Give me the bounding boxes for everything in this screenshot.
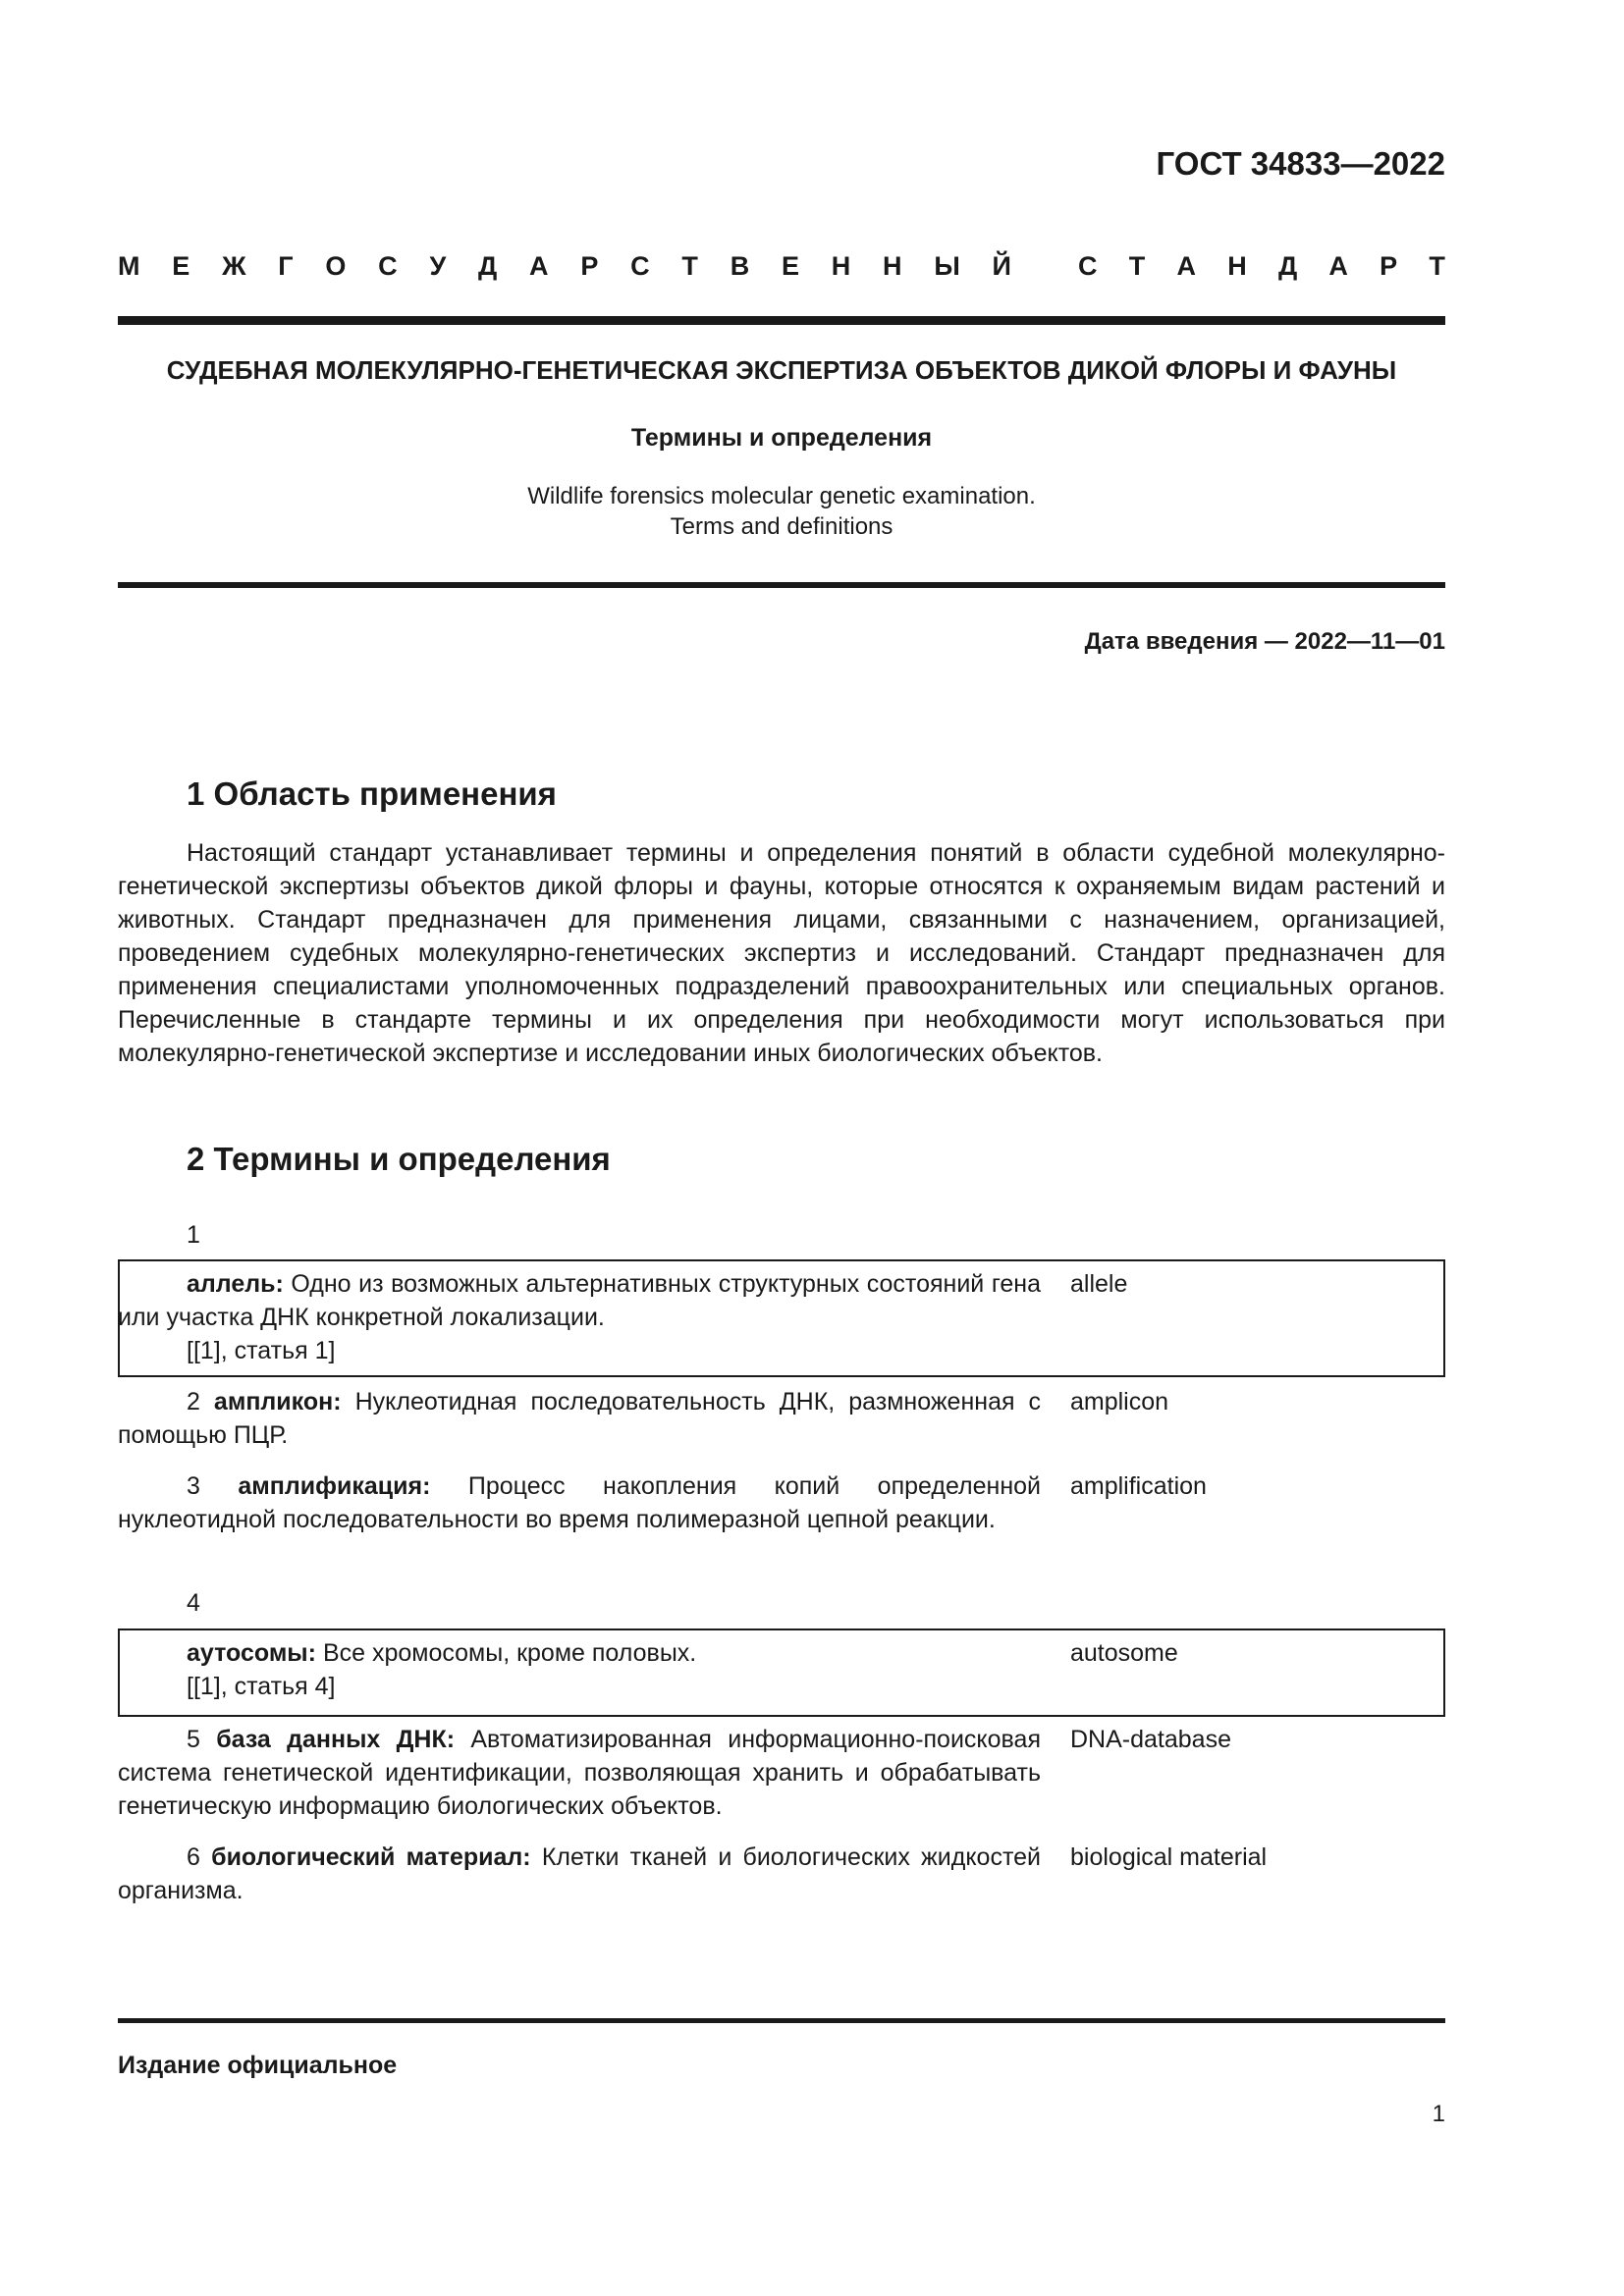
- standard-type: [118, 251, 1445, 291]
- letter: А: [1328, 251, 1348, 281]
- introduction-date: Дата введения — 2022—11—01: [1084, 628, 1445, 655]
- term-definition: Процесс накопления копий определенной нуклеотидной последовательности во время полимеразной цепной реакции.: [118, 1472, 1042, 1533]
- term-definition: Автоматизированная информационно-поисковая система генетической идентификации, позволяющая хранить и обрабатывать генетическую информацию биологических объектов.: [118, 1726, 1041, 1820]
- term-source: [[1], статья 1]: [187, 1337, 336, 1364]
- term-name: база данных ДНК:: [216, 1726, 456, 1753]
- term-english: DNA-database: [1070, 1726, 1231, 1753]
- term-english: allele: [1070, 1270, 1128, 1298]
- letter: Г: [278, 251, 294, 281]
- letter: У: [429, 251, 447, 281]
- document-page: [118, 0, 1445, 2296]
- letter: Н: [831, 251, 851, 281]
- term-definition-block: [118, 1469, 1041, 1536]
- letter: Н: [1227, 251, 1247, 281]
- letter: Е: [172, 251, 190, 281]
- section1-heading: 1 Область применения: [187, 775, 557, 812]
- term-number: 1: [187, 1221, 200, 1249]
- term-name: биологический материал:: [211, 1843, 531, 1871]
- scope-paragraph: Настоящий стандарт устанавливает термины и определения понятий в области судебной молекулярно-генетической экспертизы объектов дикой флоры и фауны, которые относятся к охраняемым видам растений и животных. Стандарт предназначен для применения лицами, связанными с назначением, организацией, проведением судебных молекулярно-генетических экспертиз и исследований. Стандарт предназначен для применения специалистами уполномоченных подразделений правоохранительных или специальных органов. Перечисленные в стандарте термины и их определения при необходимости могут использоваться при молекулярно-генетической экспертизе и исследовании иных биологических объектов.: [118, 839, 1445, 1067]
- term-definition-block: [118, 1723, 1041, 1823]
- page-number: 1: [1432, 2101, 1445, 2127]
- term-number: 3: [187, 1472, 200, 1500]
- term-definition: Одно из возможных альтернативных структурных состояний гена или участка ДНК конкретной локализации.: [118, 1270, 1042, 1331]
- term-name: аллель:: [187, 1270, 284, 1298]
- letter: С: [1078, 251, 1098, 281]
- letter: С: [630, 251, 650, 281]
- term-english: amplicon: [1070, 1388, 1169, 1415]
- standard-type-word2: [1078, 251, 1445, 291]
- letter: Т: [681, 251, 698, 281]
- term-definition: Клетки тканей и биологических жидкостей организма.: [118, 1843, 1041, 1904]
- letter: Д: [1277, 251, 1298, 281]
- english-title-line1: Wildlife forensics molecular genetic examination.: [527, 483, 1036, 509]
- term-source: [[1], статья 4]: [187, 1673, 336, 1700]
- term-definition-block: [118, 1385, 1041, 1452]
- standard-type-word1: [118, 251, 1011, 291]
- footer-divider: [118, 2018, 1445, 2023]
- letter: Д: [478, 251, 498, 281]
- term-number: 5: [187, 1726, 200, 1753]
- term-english: autosome: [1070, 1639, 1178, 1667]
- letter: Ы: [934, 251, 960, 281]
- term-name: амплификация:: [238, 1472, 431, 1500]
- term-definition-block: [118, 1841, 1041, 1907]
- letter: Ж: [222, 251, 246, 281]
- edition-label: Издание официальное: [118, 2052, 398, 2079]
- term-number: 6: [187, 1843, 200, 1871]
- letter: Е: [781, 251, 799, 281]
- letter: Т: [1128, 251, 1146, 281]
- term-english: biological material: [1070, 1843, 1268, 1871]
- term-name: ампликон:: [213, 1388, 342, 1415]
- letter: Р: [580, 251, 599, 281]
- term-definition: Все хромосомы, кроме половых.: [322, 1639, 697, 1667]
- document-subtitle: Термины и определения: [630, 424, 933, 452]
- term-definition-block: [118, 1636, 1041, 1703]
- letter: А: [1176, 251, 1196, 281]
- title-divider: [118, 582, 1445, 588]
- letter: Н: [883, 251, 902, 281]
- term-definition-block: [118, 1267, 1041, 1367]
- letter: Т: [1429, 251, 1445, 281]
- letter: О: [325, 251, 347, 281]
- term-definition: Нуклеотидная последовательность ДНК, размноженная с помощью ПЦР.: [118, 1388, 1042, 1449]
- english-title-line2: Terms and definitions: [670, 513, 893, 540]
- letter: А: [529, 251, 549, 281]
- english-title: [118, 481, 1445, 542]
- section2-heading: 2 Термины и определения: [187, 1141, 611, 1177]
- letter: М: [118, 251, 140, 281]
- term-number: 2: [187, 1388, 200, 1415]
- letter: Р: [1380, 251, 1398, 281]
- document-id: ГОСТ 34833—2022: [1156, 145, 1445, 182]
- term-name: аутосомы:: [187, 1639, 316, 1667]
- letter: С: [378, 251, 398, 281]
- top-divider: [118, 316, 1445, 325]
- letter: В: [730, 251, 750, 281]
- term-number: 4: [187, 1589, 200, 1617]
- letter: Й: [992, 251, 1011, 281]
- document-title: СУДЕБНАЯ МОЛЕКУЛЯРНО-ГЕНЕТИЧЕСКАЯ ЭКСПЕРТИЗА ОБЪЕКТОВ ДИКОЙ ФЛОРЫ И ФАУНЫ: [166, 355, 1397, 385]
- term-english: amplification: [1070, 1472, 1207, 1500]
